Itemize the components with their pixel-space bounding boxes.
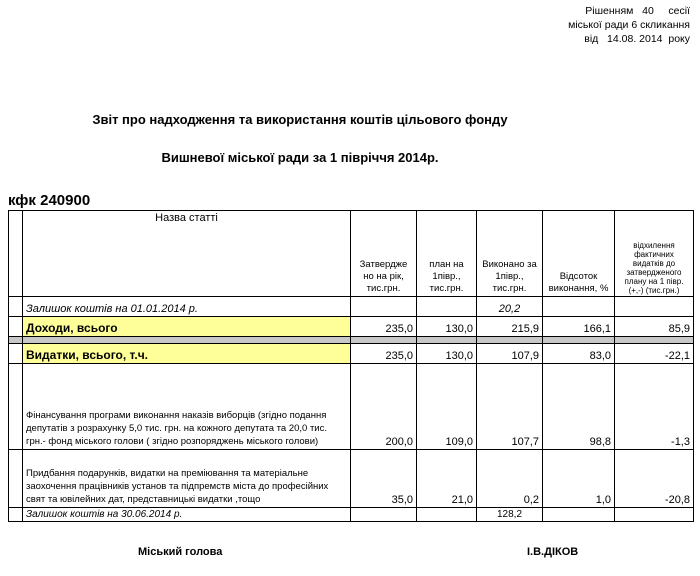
balance-start-label: Залишок коштів на 01.01.2014 р.: [23, 297, 351, 317]
header-deviation: відхилення фактичних видатків до затвердженого плану на 1 півр. (+,-) (тис.грн.): [615, 211, 694, 297]
income-executed: 215,9: [477, 317, 543, 337]
row-program: [9, 364, 694, 450]
gifts-label: Придбання подарунків, видатки на преміювання та матеріальне заохочення працівників установ та підпремств міста до професійних свят та ювілейних дат, представницькі видатки ,тощо: [23, 450, 351, 508]
decision-line-3: від 14.08. 2014 року: [584, 33, 690, 45]
row-income: [9, 317, 694, 337]
expenses-plan: 130,0: [417, 344, 477, 364]
expenses-deviation: -22,1: [615, 344, 694, 364]
row-gifts: [9, 450, 694, 508]
income-approved: 235,0: [351, 317, 417, 337]
row-balance-end: [9, 508, 694, 522]
report-table: [8, 210, 694, 522]
decision-reference: [548, 4, 690, 46]
gifts-executed: 0,2: [477, 450, 543, 508]
signature-position: Міський голова: [138, 546, 223, 558]
balance-end-label: Залишок коштів на 30.06.2014 р.: [23, 508, 351, 522]
gifts-percent: 1,0: [543, 450, 615, 508]
balance-end-executed: 128,2: [477, 508, 543, 522]
row-balance-start: [9, 297, 694, 317]
program-deviation: -1,3: [615, 364, 694, 450]
separator-row: [9, 337, 694, 344]
signature-name: І.В.ДІКОВ: [527, 546, 579, 558]
row-expenses: [9, 344, 694, 364]
program-label: Фінансування програми виконання наказів виборців (згідно подання депутатів з розрахунку 5,0 тис. грн. на кожного депутата та 20,0 тис. грн.- фонд міського голови ( згідно розпоряджень міського голови): [23, 364, 351, 450]
expenses-executed: 107,9: [477, 344, 543, 364]
report-subtitle: Вишневої міської ради за 1 півріччя 2014р.: [161, 150, 439, 165]
program-executed: 107,7: [477, 364, 543, 450]
header-executed: Виконано за 1півр., тис.грн.: [477, 211, 543, 297]
program-percent: 98,8: [543, 364, 615, 450]
decision-line-1: Рішенням 40 сесії: [585, 5, 690, 17]
income-deviation: 85,9: [615, 317, 694, 337]
header-percent: Відсоток виконання, %: [543, 211, 615, 297]
expenses-approved: 235,0: [351, 344, 417, 364]
decision-line-2: міської ради 6 скликання: [568, 19, 690, 31]
gifts-approved: 35,0: [351, 450, 417, 508]
balance-start-executed: 20,2: [477, 297, 543, 317]
expenses-percent: 83,0: [543, 344, 615, 364]
header-plan: план на 1півр., тис.грн.: [417, 211, 477, 297]
program-plan: 109,0: [417, 364, 477, 450]
program-approved: 200,0: [351, 364, 417, 450]
header-name: Назва статті: [23, 211, 351, 297]
table-header: [9, 211, 694, 297]
report-title: Звіт про надходження та використання коштів цільового фонду: [92, 112, 508, 127]
income-label: Доходи, всього: [23, 317, 351, 337]
kfk-code: кфк 240900: [8, 192, 91, 209]
gifts-deviation: -20,8: [615, 450, 694, 508]
income-plan: 130,0: [417, 317, 477, 337]
income-percent: 166,1: [543, 317, 615, 337]
gifts-plan: 21,0: [417, 450, 477, 508]
expenses-label: Видатки, всього, т.ч.: [23, 344, 351, 364]
header-approved: Затвердже но на рік, тис.грн.: [351, 211, 417, 297]
